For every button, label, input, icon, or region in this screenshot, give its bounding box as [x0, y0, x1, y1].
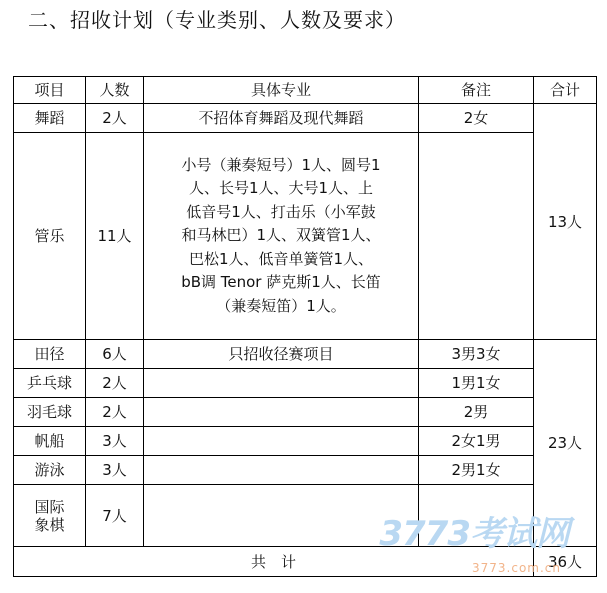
detail-cell: [144, 133, 419, 340]
note-cell: 2女: [419, 104, 534, 133]
table-row: [14, 456, 597, 485]
item-cell: 乒乓球: [14, 369, 86, 398]
count-cell: 2人: [86, 398, 144, 427]
table-row: [14, 104, 597, 133]
item-cell: 羽毛球: [14, 398, 86, 427]
count-cell: 2人: [86, 104, 144, 133]
count-cell: 2人: [86, 369, 144, 398]
watermark-logo: 3773考试网: [379, 514, 569, 554]
count-cell: 3人: [86, 456, 144, 485]
detail-line: 小号（兼奏短号）1人、圆号1: [181, 155, 381, 174]
detail-cell: [144, 485, 419, 547]
subtotal-cell: 23人: [534, 340, 597, 547]
detail-line: 人、长号1人、大号1人、上: [188, 179, 374, 198]
subtotal-cell: 13人: [534, 104, 597, 340]
table-row: [14, 369, 597, 398]
detail-cell: 只招收径赛项目: [144, 340, 419, 369]
detail-line: 巴松1人、低音单簧管1人、: [188, 249, 374, 268]
item-line: 象棋: [34, 515, 65, 534]
note-cell: [419, 133, 534, 340]
item-line: 国际: [34, 497, 65, 516]
note-cell: 1男1女: [419, 369, 534, 398]
note-cell: 2女1男: [419, 427, 534, 456]
header-item: 项目: [14, 77, 86, 104]
count-cell: 3人: [86, 427, 144, 456]
detail-line: 和马林巴）1人、双簧管1人、: [181, 226, 381, 245]
count-cell: 6人: [86, 340, 144, 369]
note-cell: 2男: [419, 398, 534, 427]
total-label: 共 计: [14, 547, 534, 577]
note-cell: 2男1女: [419, 456, 534, 485]
watermark-url: 3773.com.cn: [472, 561, 561, 575]
item-cell: 舞蹈: [14, 104, 86, 133]
item-cell: 管乐: [14, 133, 86, 340]
item-cell: [14, 485, 86, 547]
detail-line: 低音号1人、打击乐（小军鼓: [186, 202, 376, 221]
header-subtotal: 合计: [534, 77, 597, 104]
detail-line: bB调 Tenor 萨克斯1人、长笛: [181, 273, 381, 292]
table-row: [14, 133, 597, 340]
grand-total: 36人: [534, 547, 597, 577]
count-cell: 7人: [86, 485, 144, 547]
detail-cell: [144, 398, 419, 427]
table-row: [14, 340, 597, 369]
enrollment-plan-table: [13, 76, 597, 577]
detail-cell: [144, 427, 419, 456]
header-row: [14, 77, 597, 104]
table-row: [14, 398, 597, 427]
header-note: 备注: [419, 77, 534, 104]
section-heading: 二、招收计划（专业类别、人数及要求）: [28, 8, 406, 32]
detail-cell: [144, 456, 419, 485]
detail-line: （兼奏短笛）1人。: [216, 296, 346, 315]
table-row: [14, 427, 597, 456]
header-count: 人数: [86, 77, 144, 104]
detail-cell: [144, 369, 419, 398]
item-cell: 帆船: [14, 427, 86, 456]
detail-cell: 不招体育舞蹈及现代舞蹈: [144, 104, 419, 133]
note-cell: 3男3女: [419, 340, 534, 369]
item-cell: 游泳: [14, 456, 86, 485]
count-cell: 11人: [86, 133, 144, 340]
header-detail: 具体专业: [144, 77, 419, 104]
item-cell: 田径: [14, 340, 86, 369]
